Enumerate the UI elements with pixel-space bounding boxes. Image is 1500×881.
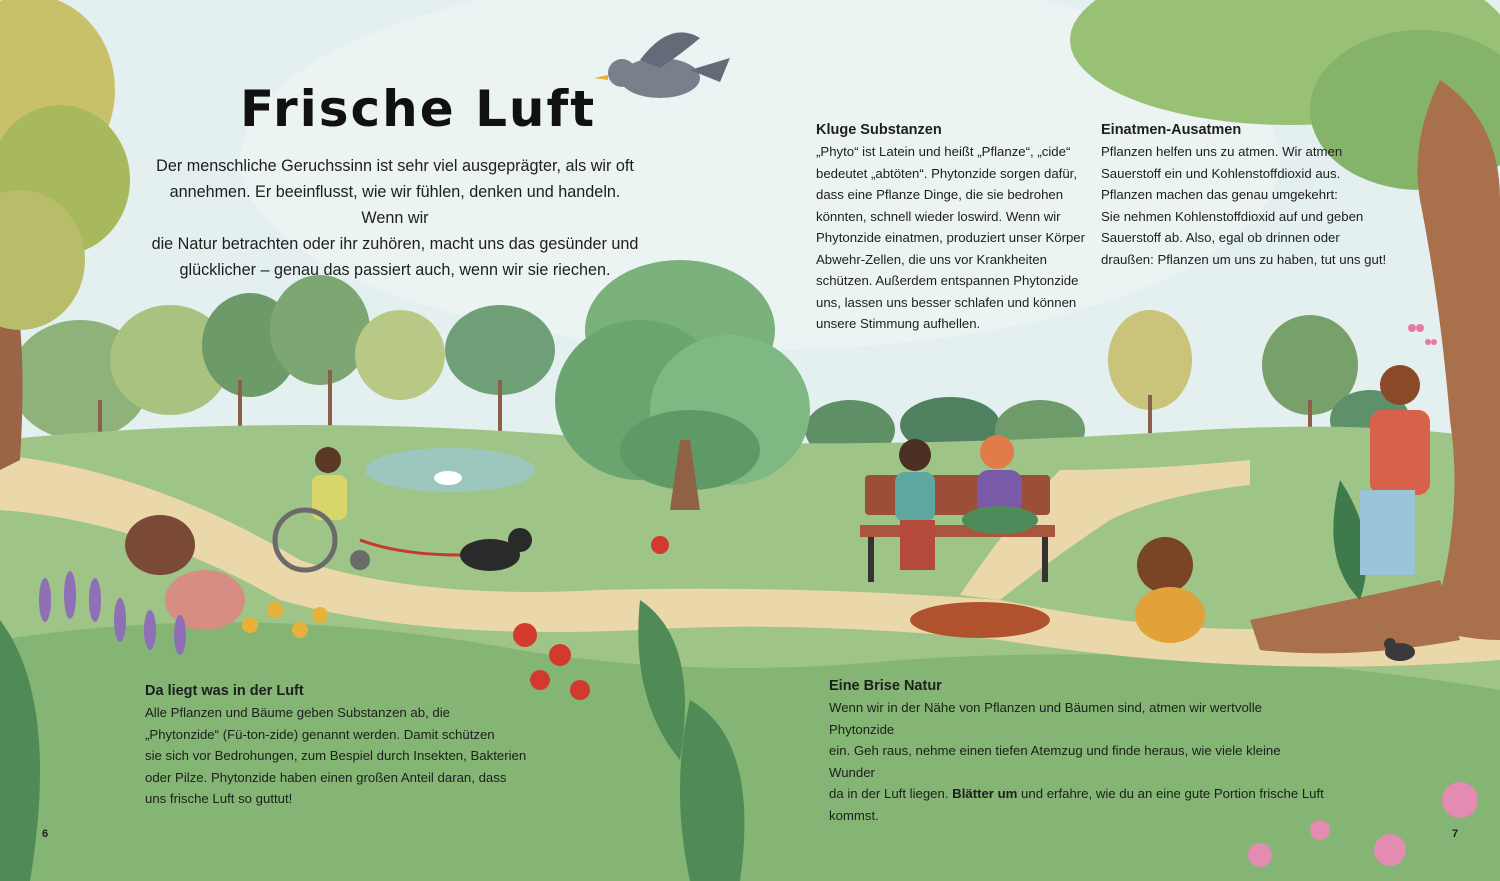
body-line: Sie nehmen Kohlenstoffdioxid auf und geben xyxy=(1101,208,1364,224)
brise-natur-box xyxy=(829,678,1329,826)
body-line: Pflanzen machen das genau umgekehrt: xyxy=(1101,187,1338,202)
body-line: Abwehr-Zellen, die uns vor Krankheiten xyxy=(816,251,1047,267)
intro-line: Der menschliche Geruchssinn ist sehr viel ausgeprägter, als wir oft xyxy=(156,157,634,175)
body-line: „Phyto“ ist Latein und heißt „Pflanze“, „cide“ xyxy=(816,144,1071,159)
einatmen-heading: Einatmen-Ausatmen xyxy=(1101,122,1242,138)
emphasis-text: Blätter um xyxy=(952,786,1018,801)
intro-paragraph xyxy=(150,153,640,283)
body-line: kommst. xyxy=(829,807,879,823)
body-line: „Phytonzide“ (Fü-ton-zide) genannt werden. Damit schützen xyxy=(145,726,495,742)
brise-natur-heading: Eine Brise Natur xyxy=(829,678,942,694)
lying-dog xyxy=(910,602,1050,638)
body-line: ein. Geh raus, nehme einen tiefen Atemzug und finde heraus, wie viele kleine Wunder xyxy=(829,743,1281,780)
body-line: unsere Stimmung aufhellen. xyxy=(816,316,981,331)
intro-line: die Natur betrachten oder ihr zuhören, macht uns das gesünder und xyxy=(151,235,639,253)
body-line: dass eine Pflanze Dinge, die sie bedrohen xyxy=(816,187,1064,202)
body-line: Phytonzide einatmen, produziert unser Körper xyxy=(816,230,1086,245)
pond xyxy=(365,448,535,492)
luft-heading: Da liegt was in der Luft xyxy=(145,683,304,699)
body-text: da in der Luft liegen. xyxy=(829,786,953,801)
swan xyxy=(434,471,462,485)
body-line: könnten, schnell wieder loswird. Wenn wir xyxy=(816,208,1061,224)
kluge-substanzen-box xyxy=(816,122,1096,335)
page-number-left: 6 xyxy=(42,828,49,840)
einatmen-box xyxy=(1101,122,1391,270)
body-line: oder Pilze. Phytonzide haben einen großen Anteil daran, dass xyxy=(145,769,507,785)
body-line: draußen: Pflanzen um uns zu haben, tut uns gut! xyxy=(1101,251,1387,267)
page-title: Frische Luft xyxy=(240,80,597,138)
body-line: uns, lassen uns besser schlafen und können xyxy=(816,294,1077,310)
body-line: sie sich vor Bedrohungen, zum Bespiel durch Insekten, Bakterien xyxy=(145,748,527,763)
intro-line: annehmen. Er beeinflusst, wie wir fühlen, denken und handeln. Wenn wir xyxy=(169,183,621,227)
intro-line: glücklicher – genau das passiert auch, wenn wir sie riechen. xyxy=(179,261,611,279)
body-line: bedeutet „abtöten“. Phytonzide sorgen dafür, xyxy=(816,165,1077,181)
kluge-substanzen-heading: Kluge Substanzen xyxy=(816,122,942,138)
body-line: Alle Pflanzen und Bäume geben Substanzen ab, die xyxy=(145,705,450,720)
luft-box xyxy=(145,683,535,810)
body-line: uns frische Luft so guttut! xyxy=(145,791,293,806)
body-line: Sauerstoff ab. Also, egal ob drinnen oder xyxy=(1101,230,1340,245)
body-line: Sauerstoff ein und Kohlenstoffdioxid aus. xyxy=(1101,165,1341,181)
page-number-right: 7 xyxy=(1452,828,1459,840)
body-line: Pflanzen helfen uns zu atmen. Wir atmen xyxy=(1101,144,1343,159)
body-line: schützen. Außerdem entspannen Phytonzide xyxy=(816,273,1079,288)
body-line-with-emphasis xyxy=(829,783,1329,805)
body-line: Wenn wir in der Nähe von Pflanzen und Bäumen sind, atmen wir wertvolle Phytonzide xyxy=(829,700,1262,737)
body-text: und erfahre, wie du an eine gute Portion frische Luft xyxy=(1017,786,1324,801)
